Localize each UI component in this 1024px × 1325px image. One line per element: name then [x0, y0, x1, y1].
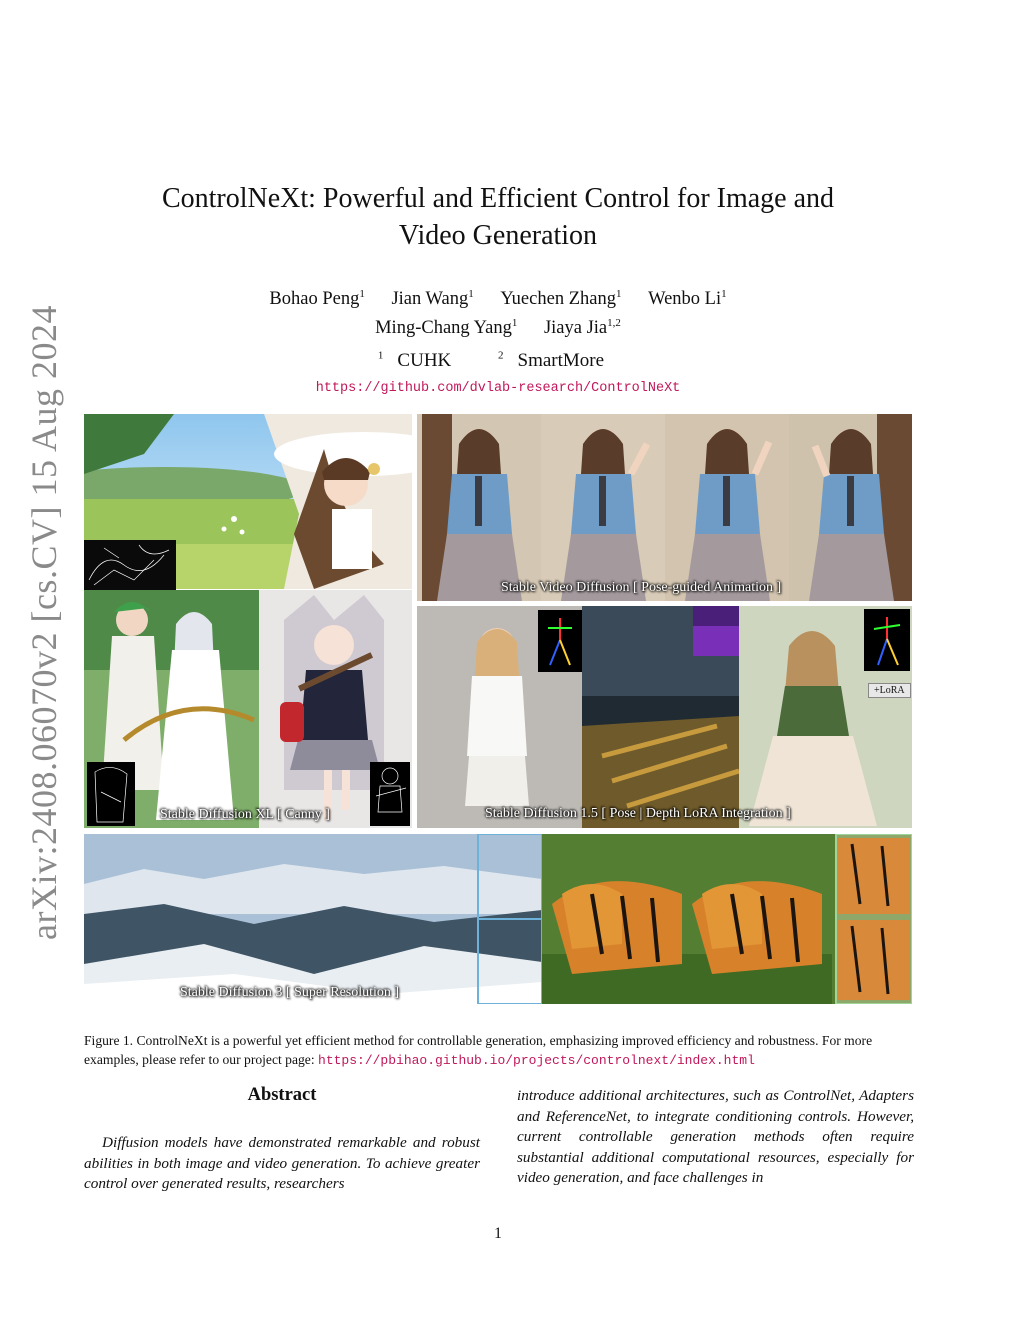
canny-edge-art	[84, 540, 176, 590]
figure-caption	[84, 1031, 914, 1070]
page-number: 1	[494, 1225, 502, 1242]
arxiv-side-stamp: arXiv:2408.06070v2 [cs.CV] 15 Aug 2024	[24, 305, 64, 940]
sdxl-caption: Stable Diffusion XL [ Canny ]	[160, 807, 330, 822]
sd3-caption: Stable Diffusion 3 [ Super Resolution ]	[180, 985, 400, 1000]
lora-tag: +LoRA	[868, 683, 911, 698]
pose-skeleton-1	[538, 610, 582, 672]
abstract-text-left: Diffusion models have demonstrated remarkable and robust abilities in both image and video generation. To achieve greater control over generated results, researchers	[84, 1134, 480, 1192]
canny-thumb-right	[370, 762, 410, 826]
abstract-text-right: introduce additional architectures, such as ControlNet, Adapters and ReferenceNet, to integrate conditioning controls. However, current controllable generation methods often require substantial additional computational resources, especially for video generation, and face challenges in	[517, 1087, 914, 1186]
svd-animation-frames	[417, 414, 912, 601]
canny-thumb-left	[87, 762, 135, 826]
author: Wenbo Li$^1$	[648, 288, 727, 310]
figure-caption-text: Figure 1. ControlNeXt is a powerful yet efficient method for controllable generation, emphasizing improved efficiency and robustness. For more examples, please refer to our project page:	[84, 1033, 873, 1067]
depth-map-art	[693, 606, 739, 656]
author: Ming-Chang Yang$^1$	[375, 317, 518, 339]
repo-link[interactable]: https://github.com/dvlab-research/ControlNeXt	[315, 381, 681, 396]
author-list	[150, 282, 846, 340]
sd15-panel	[417, 606, 912, 828]
paper-title	[100, 180, 896, 254]
frame-2	[541, 414, 665, 601]
title-line-1: ControlNeXt: Powerful and Efficient Control for Image and	[161, 183, 835, 214]
canny-left-art	[87, 762, 135, 826]
sdxl-canny-panel	[84, 590, 412, 828]
author: Jian Wang$^1$	[391, 288, 474, 310]
project-page-link[interactable]: https://pbihao.github.io/projects/controlnext/index.html	[318, 1053, 755, 1068]
tiger-art	[542, 834, 912, 1004]
frame-3	[665, 414, 789, 601]
abstract-heading: Abstract	[247, 1085, 317, 1105]
pose-thumb-1	[538, 610, 582, 672]
title-line-2: Video Generation	[398, 220, 598, 251]
author: Jiaya Jia$^{1,2}$	[543, 317, 621, 339]
svd-frames-art	[417, 414, 912, 601]
sd3-super-resolution-panel	[84, 834, 542, 1004]
sd15-art	[417, 606, 912, 828]
pose-skeleton-2	[864, 609, 910, 671]
sd3-mountains-art	[84, 834, 542, 1004]
depth-thumb	[693, 606, 739, 656]
svd-caption: Stable Video Diffusion [ Pose-guided Animation ]	[501, 580, 782, 595]
pose-thumb-2	[864, 609, 910, 671]
author: Yuechen Zhang$^1$	[500, 288, 622, 310]
affiliations	[150, 350, 846, 372]
frame-4	[789, 414, 912, 601]
author: Bohao Peng$^1$	[269, 288, 365, 310]
frame-1	[417, 414, 541, 601]
canny-right-art	[370, 762, 410, 826]
sd15-caption: Stable Diffusion 1.5 [ Pose | Depth LoRA Integration ]	[485, 806, 791, 821]
canny-map-thumbnail	[84, 540, 176, 590]
affiliation: $^1$ CUHK	[377, 350, 452, 372]
affiliation: $^2$ SmartMore	[498, 350, 605, 372]
tiger-super-resolution-panel	[542, 834, 912, 1004]
